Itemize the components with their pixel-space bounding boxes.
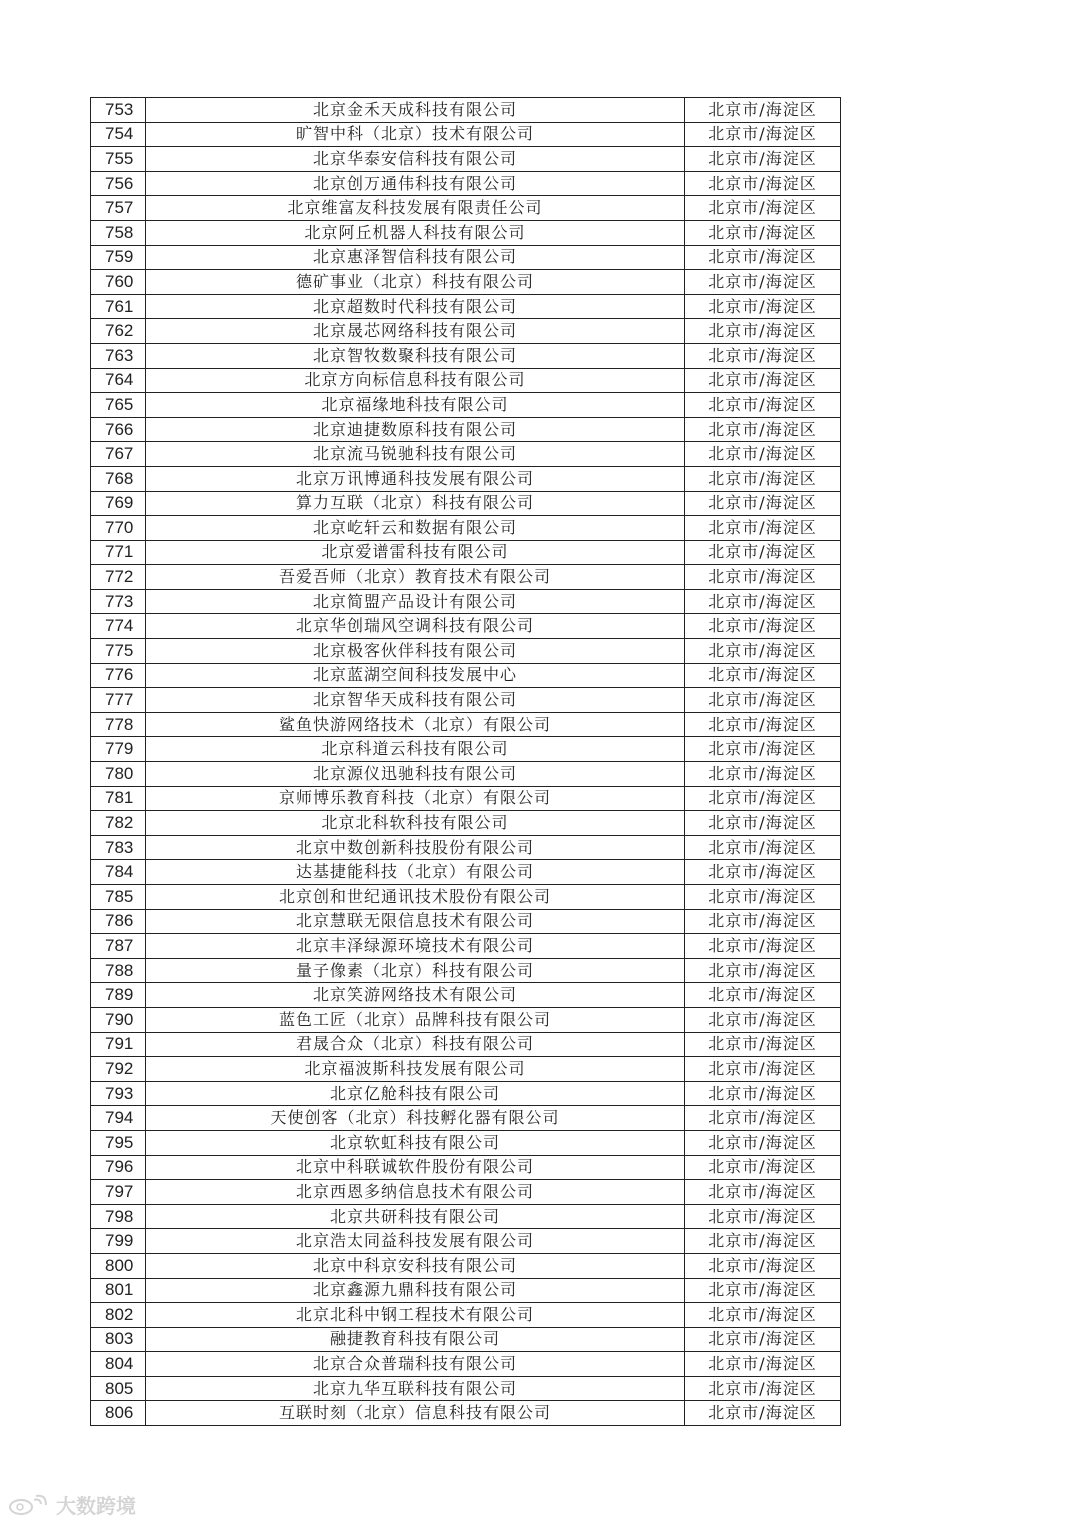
region-cell: 北京市/海淀区 — [685, 663, 841, 688]
company-name-cell: 北京华创瑞风空调科技有限公司 — [146, 614, 685, 639]
row-number-cell: 771 — [91, 540, 146, 565]
table-row — [91, 589, 841, 614]
table-row — [91, 1007, 841, 1032]
table-row — [91, 220, 841, 245]
company-name-cell: 北京极客伙伴科技有限公司 — [146, 639, 685, 664]
region-cell: 北京市/海淀区 — [685, 245, 841, 270]
company-name-cell: 北京福缘地科技有限公司 — [146, 393, 685, 418]
row-number-cell: 768 — [91, 466, 146, 491]
watermark — [8, 1490, 136, 1519]
row-number-cell: 806 — [91, 1401, 146, 1426]
table-row — [91, 1081, 841, 1106]
region-cell: 北京市/海淀区 — [685, 368, 841, 393]
row-number-cell: 777 — [91, 688, 146, 713]
company-name-cell: 北京北科软科技有限公司 — [146, 811, 685, 836]
row-number-cell: 784 — [91, 860, 146, 885]
region-cell: 北京市/海淀区 — [685, 1327, 841, 1352]
table-row — [91, 762, 841, 787]
table-row — [91, 811, 841, 836]
table-row — [91, 1229, 841, 1254]
company-name-cell: 北京福波斯科技发展有限公司 — [146, 1057, 685, 1082]
region-cell: 北京市/海淀区 — [685, 540, 841, 565]
row-number-cell: 797 — [91, 1180, 146, 1205]
region-cell: 北京市/海淀区 — [685, 516, 841, 541]
row-number-cell: 785 — [91, 885, 146, 910]
table-row — [91, 196, 841, 221]
row-number-cell: 789 — [91, 983, 146, 1008]
company-name-cell: 北京软虹科技有限公司 — [146, 1130, 685, 1155]
table-row — [91, 737, 841, 762]
table-row — [91, 1327, 841, 1352]
row-number-cell: 766 — [91, 417, 146, 442]
region-cell: 北京市/海淀区 — [685, 1352, 841, 1377]
row-number-cell: 794 — [91, 1106, 146, 1131]
row-number-cell: 804 — [91, 1352, 146, 1377]
company-name-cell: 北京阿丘机器人科技有限公司 — [146, 220, 685, 245]
region-cell: 北京市/海淀区 — [685, 442, 841, 467]
row-number-cell: 780 — [91, 762, 146, 787]
table-row — [91, 639, 841, 664]
table-row — [91, 368, 841, 393]
table-row — [91, 98, 841, 123]
row-number-cell: 783 — [91, 835, 146, 860]
region-cell: 北京市/海淀区 — [685, 1032, 841, 1057]
company-name-cell: 北京晟芯网络科技有限公司 — [146, 319, 685, 344]
region-cell: 北京市/海淀区 — [685, 1106, 841, 1131]
table-row — [91, 860, 841, 885]
table-row — [91, 663, 841, 688]
company-name-cell: 北京方向标信息科技有限公司 — [146, 368, 685, 393]
company-name-cell: 北京中科联诚软件股份有限公司 — [146, 1155, 685, 1180]
row-number-cell: 769 — [91, 491, 146, 516]
company-name-cell: 北京慧联无限信息技术有限公司 — [146, 909, 685, 934]
region-cell: 北京市/海淀区 — [685, 417, 841, 442]
region-cell: 北京市/海淀区 — [685, 1401, 841, 1426]
row-number-cell: 770 — [91, 516, 146, 541]
table-row — [91, 1253, 841, 1278]
company-name-cell: 达基捷能科技（北京）有限公司 — [146, 860, 685, 885]
row-number-cell: 774 — [91, 614, 146, 639]
table-row — [91, 614, 841, 639]
table-row — [91, 835, 841, 860]
company-name-cell: 北京浩太同益科技发展有限公司 — [146, 1229, 685, 1254]
table-row — [91, 516, 841, 541]
row-number-cell: 782 — [91, 811, 146, 836]
region-cell: 北京市/海淀区 — [685, 589, 841, 614]
table-row — [91, 1106, 841, 1131]
table-row — [91, 712, 841, 737]
table-row — [91, 1155, 841, 1180]
table-row — [91, 1130, 841, 1155]
region-cell: 北京市/海淀区 — [685, 98, 841, 123]
region-cell: 北京市/海淀区 — [685, 343, 841, 368]
row-number-cell: 761 — [91, 294, 146, 319]
row-number-cell: 793 — [91, 1081, 146, 1106]
region-cell: 北京市/海淀区 — [685, 1155, 841, 1180]
region-cell: 北京市/海淀区 — [685, 688, 841, 713]
company-name-cell: 北京创万通伟科技有限公司 — [146, 171, 685, 196]
row-number-cell: 798 — [91, 1204, 146, 1229]
company-name-cell: 北京源仪迅驰科技有限公司 — [146, 762, 685, 787]
row-number-cell: 805 — [91, 1376, 146, 1401]
table-row — [91, 565, 841, 590]
region-cell: 北京市/海淀区 — [685, 860, 841, 885]
row-number-cell: 781 — [91, 786, 146, 811]
region-cell: 北京市/海淀区 — [685, 220, 841, 245]
row-number-cell: 763 — [91, 343, 146, 368]
company-name-cell: 北京维富友科技发展有限责任公司 — [146, 196, 685, 221]
table-row — [91, 1352, 841, 1377]
table-row — [91, 319, 841, 344]
table-row — [91, 958, 841, 983]
company-name-cell: 北京科道云科技有限公司 — [146, 737, 685, 762]
table-row — [91, 294, 841, 319]
region-cell: 北京市/海淀区 — [685, 1204, 841, 1229]
table-row — [91, 1204, 841, 1229]
company-name-cell: 北京惠泽智信科技有限公司 — [146, 245, 685, 270]
region-cell: 北京市/海淀区 — [685, 1007, 841, 1032]
company-name-cell: 北京中科京安科技有限公司 — [146, 1253, 685, 1278]
row-number-cell: 753 — [91, 98, 146, 123]
region-cell: 北京市/海淀区 — [685, 393, 841, 418]
company-name-cell: 北京合众普瑞科技有限公司 — [146, 1352, 685, 1377]
row-number-cell: 800 — [91, 1253, 146, 1278]
table-row — [91, 540, 841, 565]
row-number-cell: 790 — [91, 1007, 146, 1032]
company-name-cell: 北京北科中钢工程技术有限公司 — [146, 1303, 685, 1328]
table-row — [91, 934, 841, 959]
table-row — [91, 909, 841, 934]
region-cell: 北京市/海淀区 — [685, 1229, 841, 1254]
row-number-cell: 756 — [91, 171, 146, 196]
company-list-table — [90, 97, 841, 1426]
table-row — [91, 885, 841, 910]
company-name-cell: 北京九华互联科技有限公司 — [146, 1376, 685, 1401]
region-cell: 北京市/海淀区 — [685, 491, 841, 516]
company-name-cell: 北京西恩多纳信息技术有限公司 — [146, 1180, 685, 1205]
company-name-cell: 北京笑游网络技术有限公司 — [146, 983, 685, 1008]
company-name-cell: 北京蓝湖空间科技发展中心 — [146, 663, 685, 688]
weibo-logo-icon — [8, 1494, 52, 1516]
company-name-cell: 京师博乐教育科技（北京）有限公司 — [146, 786, 685, 811]
row-number-cell: 776 — [91, 663, 146, 688]
region-cell: 北京市/海淀区 — [685, 1303, 841, 1328]
region-cell: 北京市/海淀区 — [685, 294, 841, 319]
table-row — [91, 1032, 841, 1057]
company-name-cell: 北京创和世纪通讯技术股份有限公司 — [146, 885, 685, 910]
row-number-cell: 765 — [91, 393, 146, 418]
region-cell: 北京市/海淀区 — [685, 171, 841, 196]
row-number-cell: 764 — [91, 368, 146, 393]
company-name-cell: 量子像素（北京）科技有限公司 — [146, 958, 685, 983]
region-cell: 北京市/海淀区 — [685, 1057, 841, 1082]
region-cell: 北京市/海淀区 — [685, 639, 841, 664]
region-cell: 北京市/海淀区 — [685, 122, 841, 147]
row-number-cell: 754 — [91, 122, 146, 147]
region-cell: 北京市/海淀区 — [685, 835, 841, 860]
company-name-cell: 蓝色工匠（北京）品牌科技有限公司 — [146, 1007, 685, 1032]
table-row — [91, 393, 841, 418]
company-name-cell: 君晟合众（北京）科技有限公司 — [146, 1032, 685, 1057]
row-number-cell: 795 — [91, 1130, 146, 1155]
row-number-cell: 786 — [91, 909, 146, 934]
row-number-cell: 762 — [91, 319, 146, 344]
company-name-cell: 融捷教育科技有限公司 — [146, 1327, 685, 1352]
region-cell: 北京市/海淀区 — [685, 712, 841, 737]
row-number-cell: 788 — [91, 958, 146, 983]
company-name-cell: 天使创客（北京）科技孵化器有限公司 — [146, 1106, 685, 1131]
table-row — [91, 466, 841, 491]
company-name-cell: 北京智华天成科技有限公司 — [146, 688, 685, 713]
watermark-text: 大数跨境 — [56, 1494, 136, 1518]
region-cell: 北京市/海淀区 — [685, 1253, 841, 1278]
region-cell: 北京市/海淀区 — [685, 1081, 841, 1106]
table-row — [91, 786, 841, 811]
row-number-cell: 799 — [91, 1229, 146, 1254]
row-number-cell: 759 — [91, 245, 146, 270]
row-number-cell: 802 — [91, 1303, 146, 1328]
company-name-cell: 北京金禾天成科技有限公司 — [146, 98, 685, 123]
table-row — [91, 417, 841, 442]
table-row — [91, 1401, 841, 1426]
table-row — [91, 1303, 841, 1328]
table-row — [91, 983, 841, 1008]
row-number-cell: 767 — [91, 442, 146, 467]
region-cell: 北京市/海淀区 — [685, 786, 841, 811]
region-cell: 北京市/海淀区 — [685, 147, 841, 172]
company-name-cell: 北京流马锐驰科技有限公司 — [146, 442, 685, 467]
table-row — [91, 1278, 841, 1303]
row-number-cell: 778 — [91, 712, 146, 737]
table-row — [91, 122, 841, 147]
table-row — [91, 442, 841, 467]
row-number-cell: 791 — [91, 1032, 146, 1057]
table-row — [91, 171, 841, 196]
company-name-cell: 北京迪捷数原科技有限公司 — [146, 417, 685, 442]
row-number-cell: 757 — [91, 196, 146, 221]
region-cell: 北京市/海淀区 — [685, 909, 841, 934]
company-name-cell: 北京鑫源九鼎科技有限公司 — [146, 1278, 685, 1303]
row-number-cell: 755 — [91, 147, 146, 172]
company-name-cell: 北京简盟产品设计有限公司 — [146, 589, 685, 614]
company-name-cell: 北京中数创新科技股份有限公司 — [146, 835, 685, 860]
table-row — [91, 1057, 841, 1082]
company-name-cell: 北京亿舱科技有限公司 — [146, 1081, 685, 1106]
row-number-cell: 772 — [91, 565, 146, 590]
region-cell: 北京市/海淀区 — [685, 934, 841, 959]
table-row — [91, 491, 841, 516]
table-row — [91, 270, 841, 295]
company-name-cell: 北京华泰安信科技有限公司 — [146, 147, 685, 172]
company-name-cell: 北京万讯博通科技发展有限公司 — [146, 466, 685, 491]
row-number-cell: 775 — [91, 639, 146, 664]
company-name-cell: 互联时刻（北京）信息科技有限公司 — [146, 1401, 685, 1426]
region-cell: 北京市/海淀区 — [685, 565, 841, 590]
row-number-cell: 760 — [91, 270, 146, 295]
region-cell: 北京市/海淀区 — [685, 983, 841, 1008]
table-row — [91, 147, 841, 172]
row-number-cell: 792 — [91, 1057, 146, 1082]
row-number-cell: 801 — [91, 1278, 146, 1303]
table-row — [91, 1376, 841, 1401]
region-cell: 北京市/海淀区 — [685, 762, 841, 787]
row-number-cell: 803 — [91, 1327, 146, 1352]
company-name-cell: 北京丰泽绿源环境技术有限公司 — [146, 934, 685, 959]
table-row — [91, 1180, 841, 1205]
region-cell: 北京市/海淀区 — [685, 319, 841, 344]
table-body — [91, 98, 841, 1426]
region-cell: 北京市/海淀区 — [685, 1180, 841, 1205]
table-row — [91, 245, 841, 270]
company-name-cell: 吾爱吾师（北京）教育技术有限公司 — [146, 565, 685, 590]
region-cell: 北京市/海淀区 — [685, 1130, 841, 1155]
company-name-cell: 北京智牧数聚科技有限公司 — [146, 343, 685, 368]
region-cell: 北京市/海淀区 — [685, 885, 841, 910]
row-number-cell: 787 — [91, 934, 146, 959]
row-number-cell: 796 — [91, 1155, 146, 1180]
region-cell: 北京市/海淀区 — [685, 811, 841, 836]
row-number-cell: 758 — [91, 220, 146, 245]
region-cell: 北京市/海淀区 — [685, 466, 841, 491]
region-cell: 北京市/海淀区 — [685, 270, 841, 295]
row-number-cell: 779 — [91, 737, 146, 762]
table-row — [91, 343, 841, 368]
company-name-cell: 旷智中科（北京）技术有限公司 — [146, 122, 685, 147]
region-cell: 北京市/海淀区 — [685, 737, 841, 762]
region-cell: 北京市/海淀区 — [685, 196, 841, 221]
company-name-cell: 北京超数时代科技有限公司 — [146, 294, 685, 319]
row-number-cell: 773 — [91, 589, 146, 614]
company-name-cell: 德矿事业（北京）科技有限公司 — [146, 270, 685, 295]
region-cell: 北京市/海淀区 — [685, 1278, 841, 1303]
company-name-cell: 北京爱谱雷科技有限公司 — [146, 540, 685, 565]
company-name-cell: 算力互联（北京）科技有限公司 — [146, 491, 685, 516]
region-cell: 北京市/海淀区 — [685, 958, 841, 983]
company-name-cell: 北京共研科技有限公司 — [146, 1204, 685, 1229]
table-row — [91, 688, 841, 713]
region-cell: 北京市/海淀区 — [685, 614, 841, 639]
region-cell: 北京市/海淀区 — [685, 1376, 841, 1401]
company-name-cell: 鲨鱼快游网络技术（北京）有限公司 — [146, 712, 685, 737]
company-name-cell: 北京屹轩云和数据有限公司 — [146, 516, 685, 541]
